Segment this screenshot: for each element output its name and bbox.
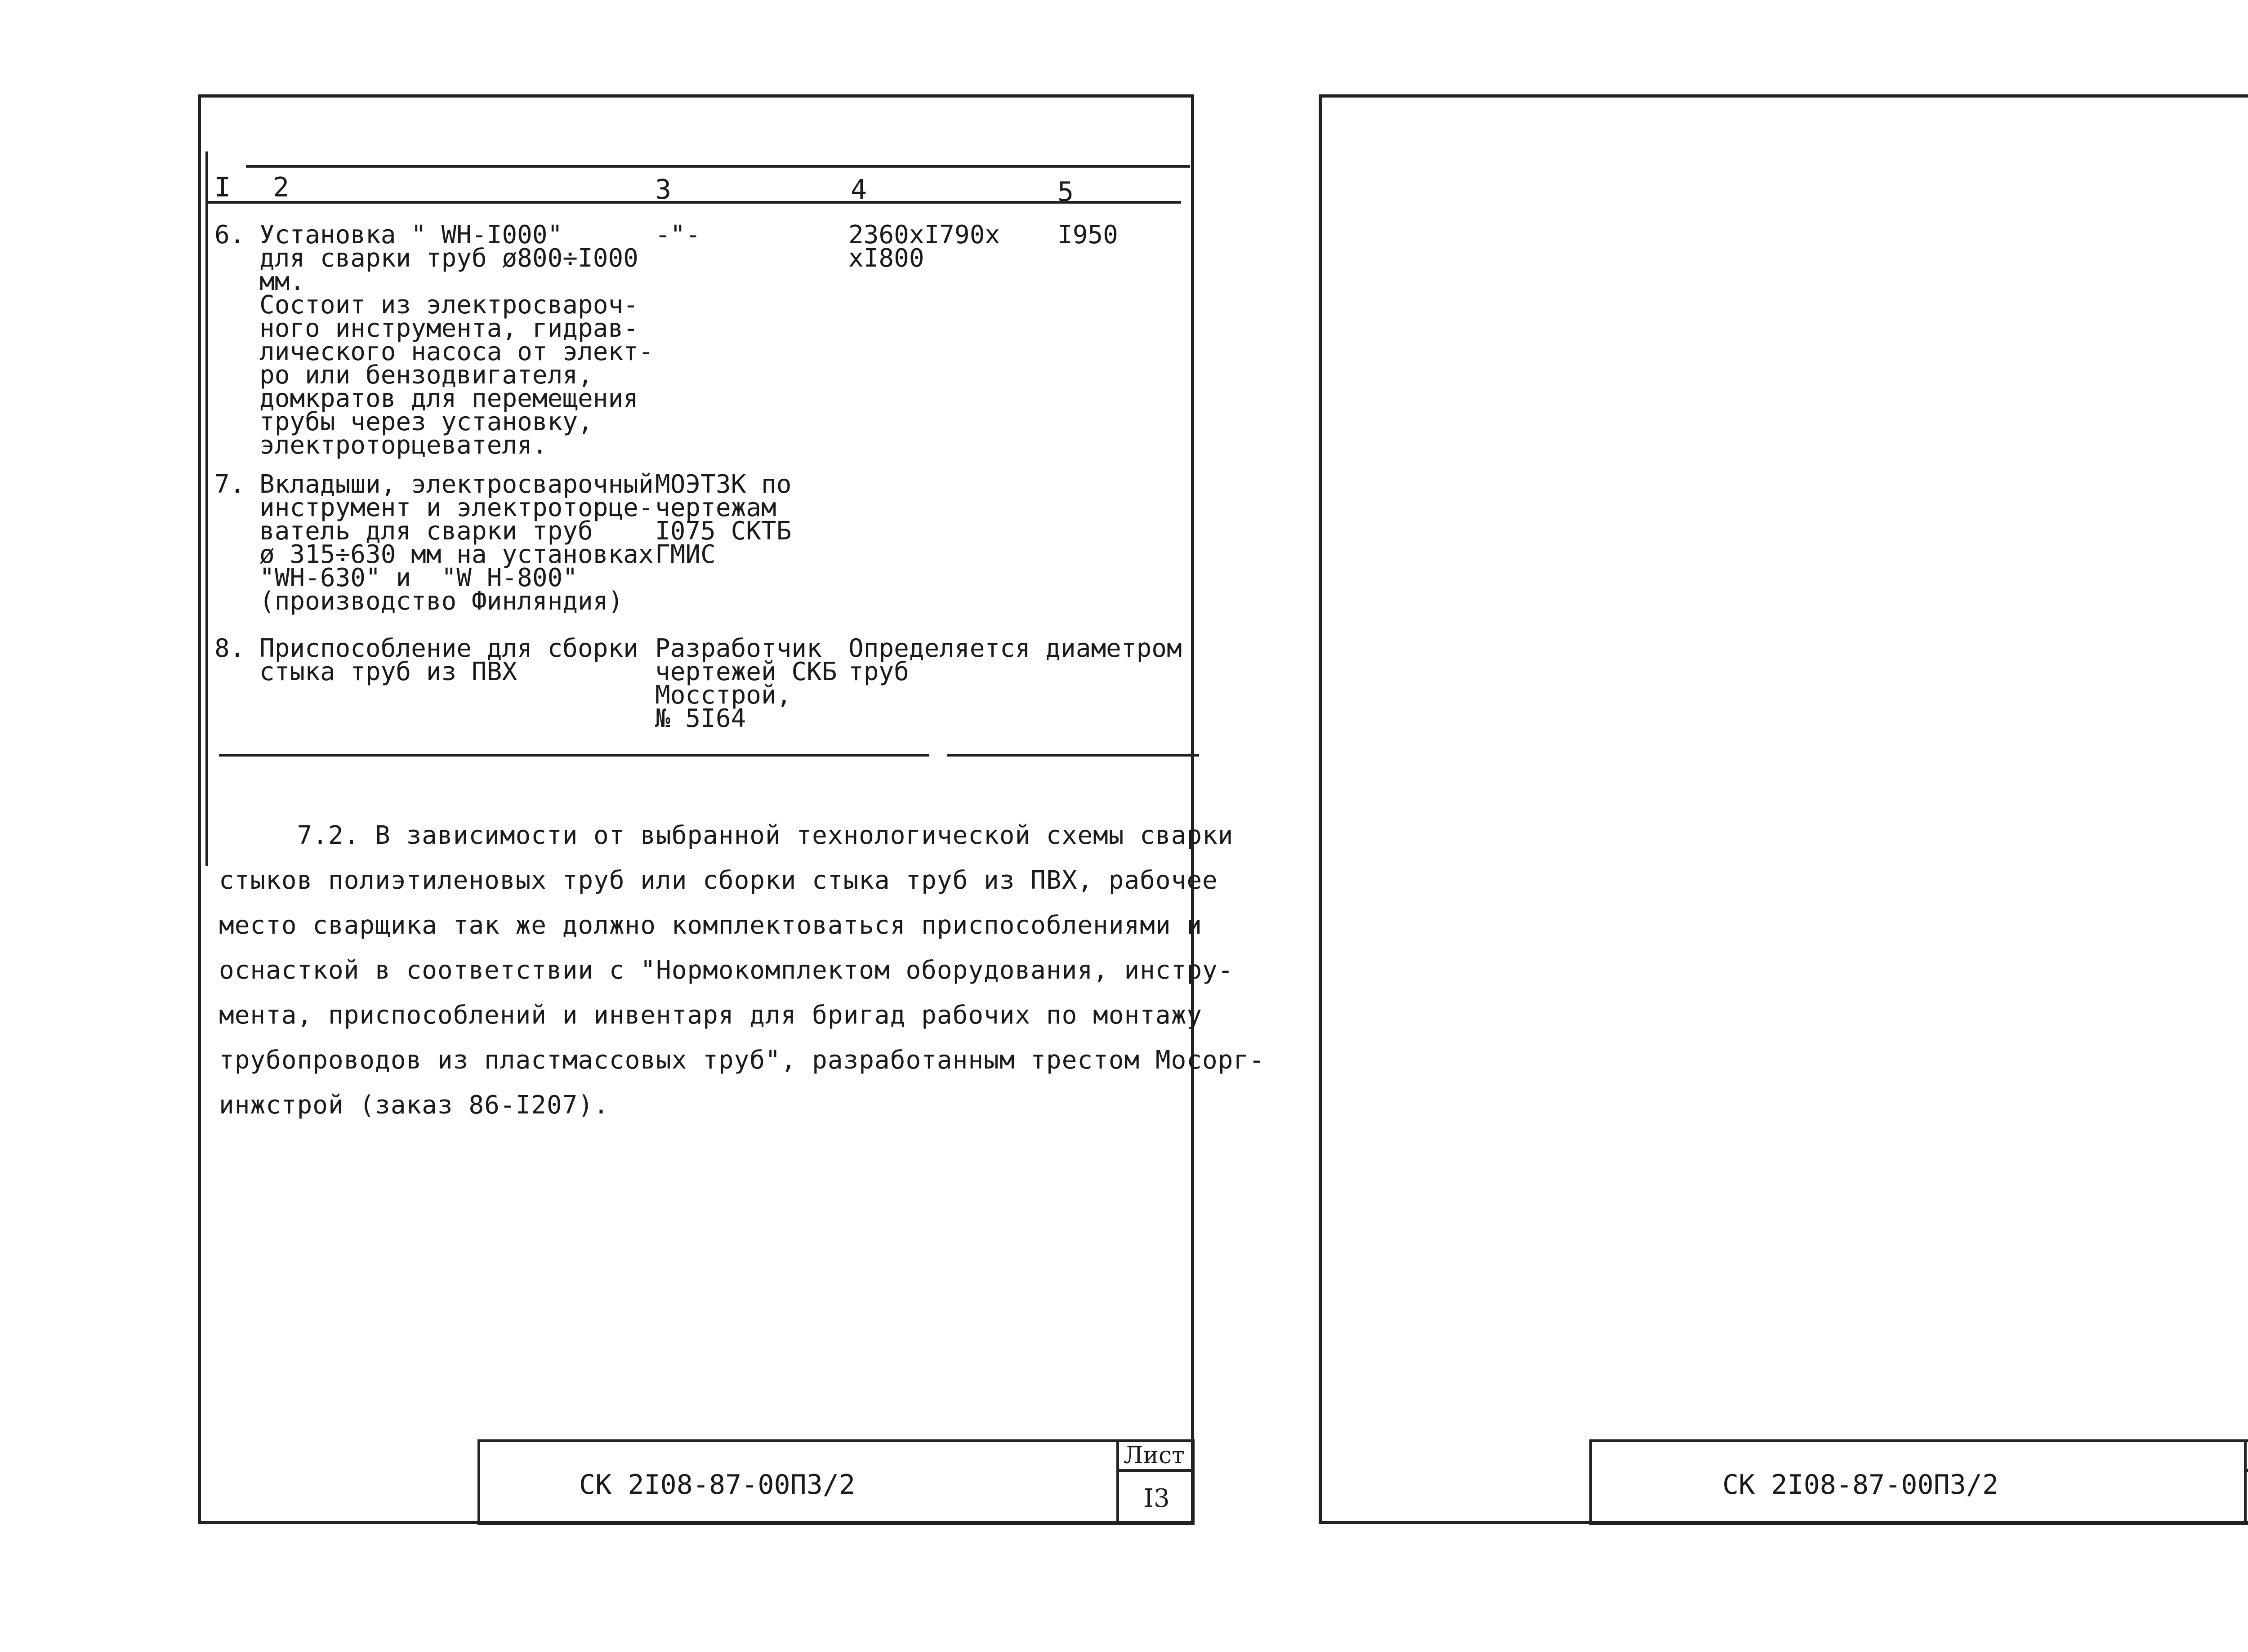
table-bottom-rule: [219, 754, 929, 757]
sheet-number-cell: [2244, 1442, 2248, 1522]
sheet-cell-divider: [1119, 1469, 1195, 1472]
table-row-col3: Разработчик чертежей СКБ Мосстрой, № 5I64: [655, 634, 837, 733]
title-block-stamp: [1589, 1439, 2248, 1525]
table-row-col3: -"-: [655, 220, 701, 249]
body-text-line: инжстрой (заказ 86-I207).: [219, 1091, 609, 1120]
document-code: СК 2I08-87-00ПЗ/2: [579, 1469, 856, 1501]
sheet-label: Лист: [1124, 1442, 1185, 1469]
body-text-line: стыков полиэтиленовых труб или сборки стыка труб из ПВХ, рабочее: [219, 866, 1218, 895]
table-row-num: 6.: [214, 220, 245, 249]
table-header-col3: 3: [655, 174, 672, 205]
body-text-line: оснасткой в соответствии с "Нормокомплектом оборудования, инстру-: [219, 956, 1234, 985]
document-code: СК 2I08-87-00ПЗ/2: [1722, 1469, 1999, 1501]
sheet-number-cell: [1116, 1442, 1192, 1522]
table-row-num: 8.: [214, 634, 245, 663]
table-row-col3: МОЭТЗК по чертежам I075 СКТБ ГМИС: [655, 470, 792, 569]
body-text-line: мента, приспособлений и инвентаря для бригад рабочих по монтажу: [219, 1001, 1203, 1030]
document-page-left: [198, 94, 1265, 1524]
body-text-line: 7.2. В зависимости от выбранной технологической схемы сварки: [219, 821, 1234, 850]
table-header-col5: 5: [1057, 176, 1074, 208]
table-row-name: Вкладыши, электросварочный инструмент и электроторце- ватель для сварки труб ø 315÷630 мм на установках "WH-630" и "W H-800" (производство Финляндия): [259, 470, 654, 616]
table-header-col4: 4: [851, 174, 867, 205]
table-row-num: 7.: [214, 470, 245, 499]
table-row-col5: I950: [1057, 220, 1118, 249]
table-bottom-rule: [947, 754, 1199, 757]
table-top-rule: [246, 165, 1190, 168]
body-text-line: место сварщика так же должно комплектоваться приспособлениями и: [219, 911, 1203, 940]
document-page-right: [1319, 94, 2248, 1524]
table-row-name: Установка " WH-I000" для сварки труб ø800÷I000 мм. Состоит из электросвароч- ного инструмента, гидрав- лического насоса от элект- ро или бензодвигателя, домкратов для перемещения трубы через установку, электроторцевателя.: [259, 220, 654, 460]
table-row-col4: Определяется диаметром труб: [848, 634, 1182, 686]
table-header-col2: 2: [273, 172, 290, 203]
body-text-line: трубопроводов из пластмассовых труб", разработанным трестом Мосорг-: [219, 1046, 1265, 1075]
table-row-col4: 2360xI790x xI800: [848, 220, 1000, 273]
title-block-stamp: [477, 1439, 1195, 1525]
table-left-rule: [205, 151, 208, 866]
table-header-rule: [205, 201, 1181, 204]
sheet-number: I3: [1144, 1484, 1170, 1513]
table-row-name: Приспособление для сборки стыка труб из ПВХ: [259, 634, 638, 686]
table-header-col1: I: [214, 172, 231, 203]
